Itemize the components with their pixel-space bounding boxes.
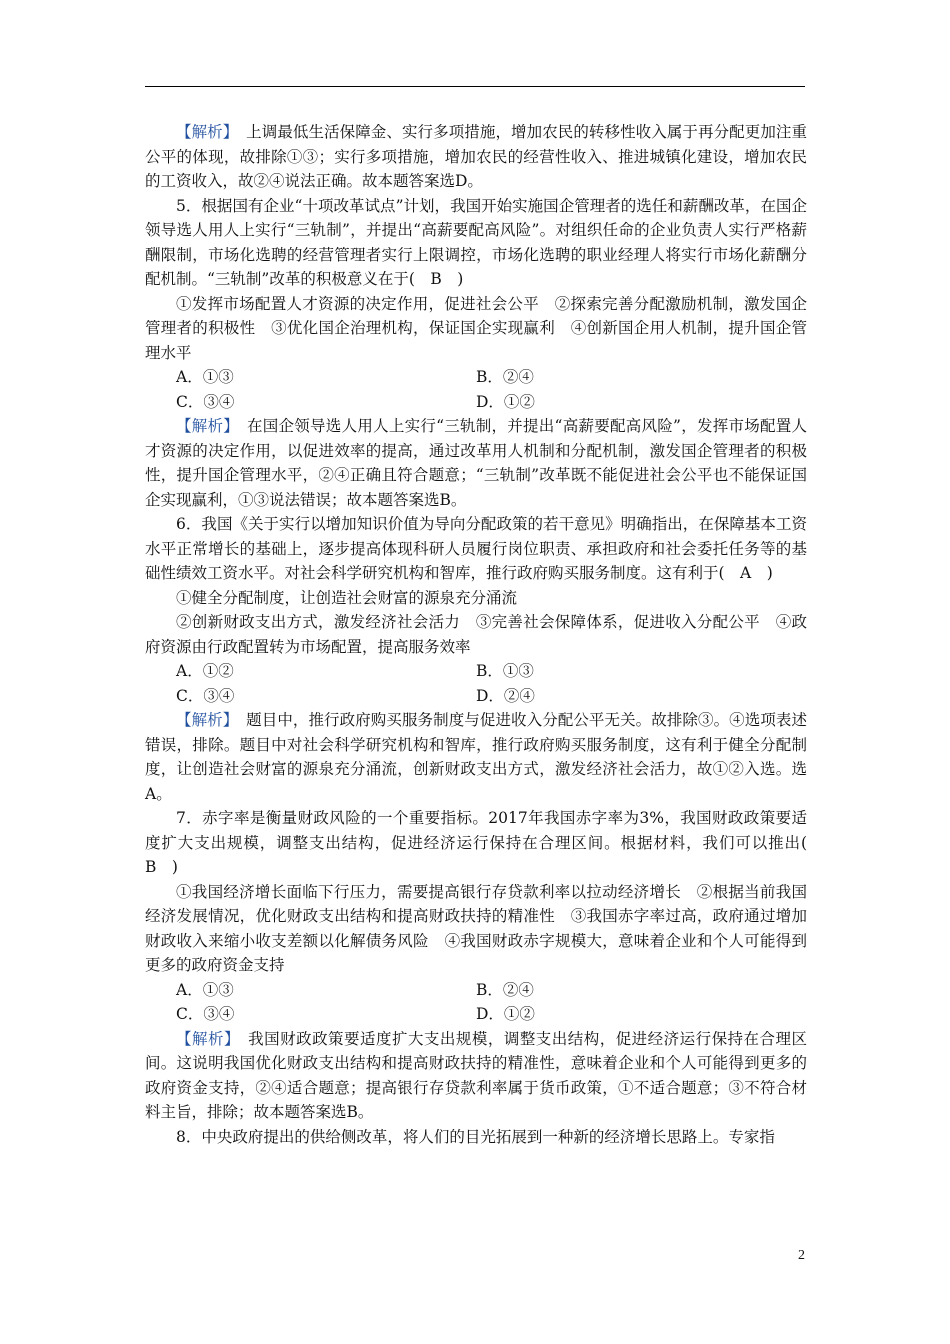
analysis-paragraph xyxy=(145,708,807,806)
answer-option: A．①③ xyxy=(176,980,234,999)
answer-option: C．③④ xyxy=(176,392,235,411)
paragraph-text: 8．中央政府提出的供给侧改革，将人们的目光拓展到一种新的经济增长思路上。专家指 xyxy=(176,1127,775,1146)
answer-option: D．①② xyxy=(476,1005,535,1023)
paragraph-text: ②创新财政支出方式，激发经济社会活力 ③完善社会保障体系，促进收入分配公平 ④政府资源由行政配置转为市场配置，提高服务效率 xyxy=(145,613,807,656)
analysis-paragraph xyxy=(145,414,807,512)
answer-option: B．①③ xyxy=(476,662,534,680)
paragraph-text: ①发挥市场配置人才资源的决定作用，促进社会公平 ②探索完善分配激励机制，激发国企管理者的积极性 ③优化国企治理机构，保证国企实现赢利 ④创新国企用人机制，提升国企管理水平 xyxy=(145,294,807,362)
question-paragraph xyxy=(145,512,807,586)
analysis-tag: 【解析】 xyxy=(176,123,231,141)
question-paragraph xyxy=(145,880,807,978)
header-rule xyxy=(145,86,805,87)
analysis-tag: 【解析】 xyxy=(176,711,231,729)
question-paragraph xyxy=(145,1125,807,1150)
answer-option: D．②④ xyxy=(476,686,535,705)
paragraph-text: 5．根据国有企业“十项改革试点”计划，我国开始实施国企管理者的选任和薪酬改革，在国企领导选人用人上实行“三轨制”，并提出“高薪要配高风险”。对组织任命的企业负责人实行严格薪酬限制，市场化选聘的经营管理者实行上限调控，市场化选聘的职业经理人将实行市场化薪酬分配机制。“三轨制”改革的积极意义在于( B ) xyxy=(145,196,807,288)
question-paragraph xyxy=(145,586,807,611)
option-row xyxy=(145,659,807,684)
document-body xyxy=(145,120,823,1149)
analysis-paragraph xyxy=(145,120,807,194)
answer-option: B．②④ xyxy=(476,980,534,999)
paragraph-text: 在国企领导选人用人上实行“三轨制，并提出“高薪要配高风险”，发挥市场配置人才资源的决定作用，以促进效率的提高，通过改革用人机制和分配机制，激发国企管理者的积极性，提升国企管理水平，②④正确且符合题意；“三轨制”改革既不能促进社会公平也不能保证国企实现赢利，①③说法错误；故本题答案选B。 xyxy=(145,417,807,509)
option-row xyxy=(145,978,807,1003)
paragraph-text: ①我国经济增长面临下行压力，需要提高银行存贷款利率以拉动经济增长 ②根据当前我国经济发展情况，优化财政支出结构和提高财政扶持的精准性 ③我国赤字率过高，政府通过增加财政收入来缩小收支差额以化解债务风险 ④我国财政赤字规模大，意味着企业和个人可能得到更多的政府资金支持 xyxy=(145,882,807,974)
option-row xyxy=(145,1002,807,1027)
question-paragraph xyxy=(145,292,807,366)
option-row xyxy=(145,684,807,709)
answer-option: D．①② xyxy=(476,392,535,411)
paragraph-text: 上调最低生活保障金、实行多项措施，增加农民的转移性收入属于再分配更加注重公平的体现，故排除①③；实行多项措施，增加农民的经营性收入、推进城镇化建设，增加农民的工资收入，故②④说法正确。故本题答案选D。 xyxy=(145,123,807,190)
answer-option: A．①② xyxy=(176,662,234,680)
option-row xyxy=(145,390,807,415)
analysis-tag: 【解析】 xyxy=(176,1029,233,1048)
question-paragraph xyxy=(145,610,807,659)
page-number: 2 xyxy=(798,1248,805,1263)
answer-option: C．③④ xyxy=(176,686,235,705)
answer-option: C．③④ xyxy=(176,1005,235,1023)
paragraph-text: 6．我国《关于实行以增加知识价值为导向分配政策的若干意见》明确指出，在保障基本工资水平正常增长的基础上，逐步提高体现科研人员履行岗位职责、承担政府和社会委托任务等的基础性绩效工资水平。对社会科学研究机构和智库，推行政府购买服务制度。这有利于( A ) xyxy=(145,515,807,582)
analysis-tag: 【解析】 xyxy=(176,417,232,435)
paragraph-text: 7．赤字率是衡量财政风险的一个重要指标。2017年我国赤字率为3%，我国财政政策要适度扩大支出规模，调整支出结构，促进经济运行保持在合理区间。根据材料，我们可以推出( B ) xyxy=(145,809,823,876)
question-paragraph xyxy=(145,194,807,292)
paragraph-text: 题目中，推行政府购买服务制度与促进收入分配公平无关。故排除③。④选项表述错误，排除。题目中对社会科学研究机构和智库，推行政府购买服务制度，这有利于健全分配制度，让创造社会财富的源泉充分涌流，创新财政支出方式，激发经济社会活力，故①②入选。选A。 xyxy=(145,711,807,803)
answer-option: A．①③ xyxy=(176,368,234,386)
paragraph-text: ①健全分配制度，让创造社会财富的源泉充分涌流 xyxy=(176,588,518,607)
question-paragraph xyxy=(145,806,823,880)
analysis-paragraph xyxy=(145,1027,807,1125)
answer-option: B．②④ xyxy=(476,368,534,386)
option-row xyxy=(145,365,807,390)
paragraph-text: 我国财政政策要适度扩大支出规模，调整支出结构，促进经济运行保持在合理区间。这说明我国优化财政支出结构和提高财政扶持的精准性，意味着企业和个人可能得到更多的政府资金支持，②④适合题意；提高银行存贷款利率属于货币政策，①不适合题意；③不符合材料主旨，排除；故本题答案选B。 xyxy=(145,1029,807,1121)
